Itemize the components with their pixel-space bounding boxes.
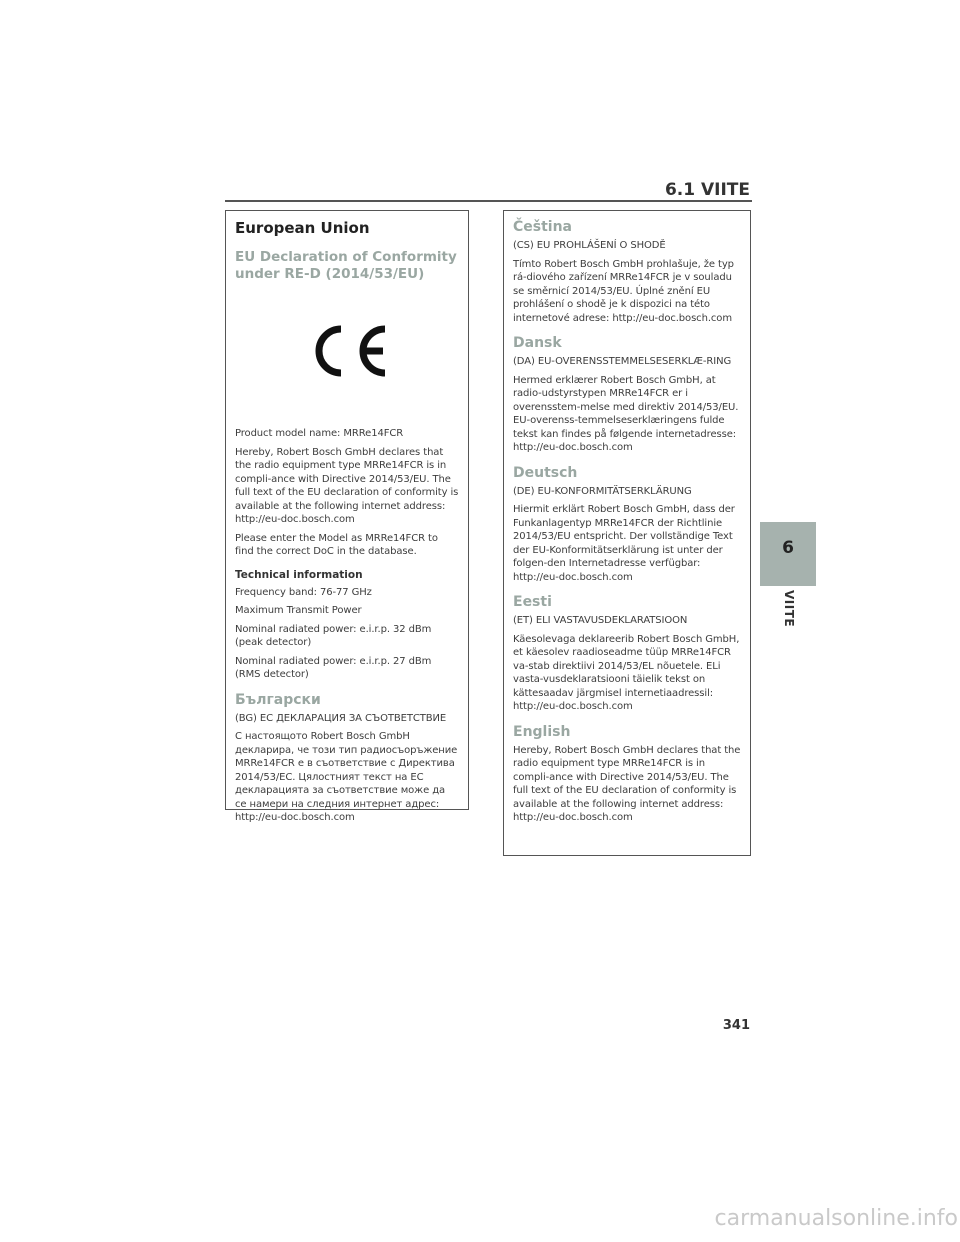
lang-text-et: Käesolevaga deklareerib Robert Bosch GmbH, et käesolev raadioseadme tüüp MRRe14FCR va-stab direktiivi 2014/53/EL nõuetele. ELi vasta-vusdeklaratsiooni täielik tekst on kättesaadav järgmisel internetiaadressil: http://eu-doc.bosch.com	[513, 633, 740, 712]
section-title: 6.1 VIITE	[664, 180, 750, 200]
declaration-text: Hereby, Robert Bosch GmbH declares that the radio equipment type MRRe14FCR is in compli-ance with Directive 2014/53/EU. The full text of the EU declaration of conformity is available at the following internet address: http://eu-doc.bosch.com	[235, 446, 459, 525]
model-note: Please enter the Model as MRRe14FCR to find the correct DoC in the database.	[235, 532, 438, 557]
page-number: 341	[722, 1018, 750, 1033]
lang-heading-da: Dansk	[513, 335, 562, 351]
box-subtitle: EU Declaration of Conformity under RE-D (2014/53/EU)	[235, 249, 457, 282]
tech-item-max-power: Maximum Transmit Power	[235, 605, 362, 616]
lang-text-da: Hermed erklærer Robert Bosch GmbH, at radio-udstyrstypen MRRe14FCR er i overensstem-melse med direktiv 2014/53/EU. EU-overenss-temmelseserklæringens fulde tekst kan findes på følgende internetadresse: http://eu-doc.bosch.com	[513, 374, 739, 453]
tech-item-rms: Nominal radiated power: e.i.r.p. 27 dBm (RMS detector)	[235, 655, 432, 680]
lang-heading-en: English	[513, 723, 571, 740]
lang-heading-bg: Български	[235, 691, 321, 708]
lang-sub-cs: (CS) EU PROHLÁŠENÍ O SHODĚ	[513, 240, 666, 251]
header-divider	[225, 200, 752, 202]
lang-heading-et: Eesti	[513, 594, 552, 610]
lang-sub-de: (DE) EU-KONFORMITÄTSERKLÄRUNG	[513, 485, 692, 497]
ce-mark	[235, 291, 459, 411]
chapter-tab-number: 6	[782, 538, 794, 558]
box-title: European Union	[235, 219, 370, 237]
tech-item-frequency: Frequency band: 76-77 GHz	[235, 586, 372, 598]
ce-mark-icon	[305, 321, 389, 381]
lang-heading-cs: Čeština	[513, 219, 573, 235]
lang-heading-de: Deutsch	[513, 464, 578, 481]
product-model-name: Product model name: MRRe14FCR	[235, 428, 404, 439]
lang-text-de: Hiermit erklärt Robert Bosch GmbH, dass der Funkanlagentyp MRRe14FCR der Richtlinie 2014/53/EU entspricht. Der vollständige Text der EU-Konformitätserklärung ist unter der folgen-den Internetadresse verfügbar: http://eu-doc.bosch.com	[513, 504, 735, 583]
tech-item-peak: Nominal radiated power: e.i.r.p. 32 dBm (peak detector)	[235, 623, 432, 648]
lang-sub-da: (DA) EU-OVERENSSTEMMELSESERKLÆ-RING	[513, 356, 732, 367]
eu-declaration-box	[225, 210, 469, 823]
lang-sub-bg: (BG) ЕС ДЕКЛАРАЦИЯ ЗА СЪОТВЕТСТВИЕ	[235, 712, 447, 724]
language-declarations-box	[503, 210, 751, 856]
lang-text-en: Hereby, Robert Bosch GmbH declares that the radio equipment type MRRe14FCR is in compli-ance with Directive 2014/53/EU. The full text of the EU declaration of conformity is available at the following internet address: http://eu-doc.bosch.com	[513, 744, 741, 823]
lang-text-cs: Tímto Robert Bosch GmbH prohlašuje, že typ rá-diového zařízení MRRe14FCR je v souladu se směrnicí 2014/53/EU. Úplné znění EU prohlášení o shodě je k dispozici na této internetové adrese: http://eu-doc.bosch.com	[513, 258, 734, 324]
tech-info-heading: Technical information	[235, 568, 363, 581]
chapter-tab-label: VIITE	[782, 590, 796, 628]
lang-sub-et: (ET) ELI VASTAVUSDEKLARATSIOON	[513, 615, 688, 626]
watermark: carmanualsonline.info	[714, 1206, 958, 1231]
lang-text-bg: С настоящото Robert Bosch GmbH декларира, че този тип радиосъоръжение MRRe14FCR е в съответствие с Директива 2014/53/ЕС. Цялостният текст на ЕС декларацията за съответствие може да се намери на следния интернет адрес: http://eu-doc.bosch.com	[235, 731, 458, 823]
